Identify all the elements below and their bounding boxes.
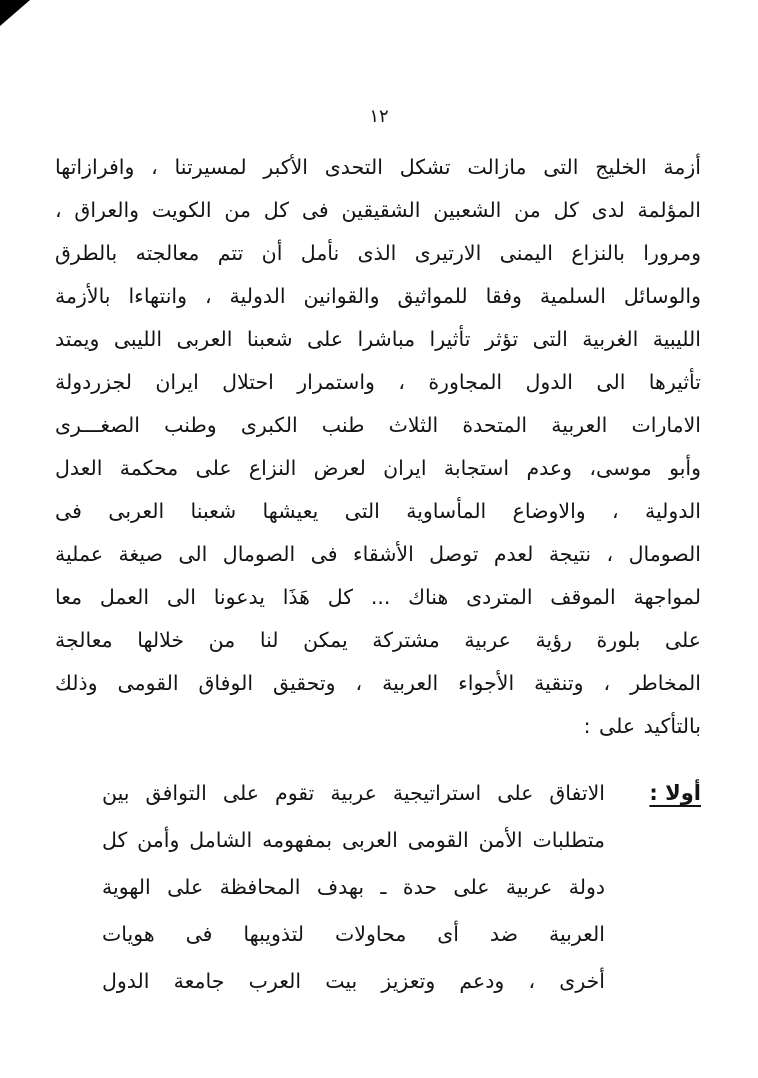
- scan-corner-artifact: [0, 0, 30, 26]
- list-item-marker: أولا :: [649, 781, 701, 805]
- paragraph-line: الامارات العربية المتحدة الثلاث طنب الكبرى وطنب الصغـــرى: [55, 413, 701, 437]
- page-number: ١٢: [369, 106, 389, 127]
- paragraph-line: وأبو موسى، وعدم استجابة ايران لعرض النزاع على محكمة العدل: [55, 456, 701, 480]
- paragraph-line: لمواجهة الموقف المتردى هناك ... كل هَذَا يدعونا الى العمل معا: [55, 585, 701, 609]
- paragraph-line: والوسائل السلمية وفقا للمواثيق والقوانين الدولية ، وانتهاءا بالأزمة: [55, 284, 701, 308]
- list-item-line: الاتفاق على استراتيجية عربية تقوم على التوافق بين: [102, 781, 605, 805]
- paragraph-line: تأثيرها الى الدول المجاورة ، واستمرار احتلال ايران لجزردولة: [55, 370, 701, 394]
- paragraph-line: المؤلمة لدى كل من الشعبين الشقيقين فى كل من الكويت والعراق ،: [55, 198, 701, 222]
- paragraph-line: على بلورة رؤية عربية مشتركة يمكن لنا من خلالها معالجة: [55, 628, 701, 652]
- paragraph-line: الدولية ، والاوضاع المأساوية التى يعيشها شعبنا العربى فى: [55, 499, 701, 523]
- paragraph-line: ومرورا بالنزاع اليمنى الارتيرى الذى نأمل أن تتم معالجته بالطرق: [55, 241, 701, 265]
- list-item-body: [102, 770, 605, 1005]
- list-item-line: العربية ضد أى محاولات لتذويبها فى هويات: [102, 922, 605, 946]
- list-item-line: دولة عربية على حدة ـ بهدف المحافظة على الهوية: [102, 875, 605, 899]
- paragraph-line: المخاطر ، وتنقية الأجواء العربية ، وتحقيق الوفاق القومى وذلك: [55, 671, 701, 695]
- main-paragraph: [55, 146, 701, 748]
- paragraph-line: أزمة الخليج التى مازالت تشكل التحدى الأكبر لمسيرتنا ، وافرازاتها: [55, 155, 701, 179]
- paragraph-line: الصومال ، نتيجة لعدم توصل الأشقاء فى الصومال الى صيغة عملية: [55, 542, 701, 566]
- list-item-line: أخرى ، ودعم وتعزيز بيت العرب جامعة الدول: [102, 969, 605, 993]
- list-item-first: [56, 770, 701, 1005]
- paragraph-line: الليبية الغربية التى تؤثر تأثيرا مباشرا على شعبنا العربى الليبى ويمتد: [55, 327, 701, 351]
- paragraph-line: بالتأكيد على :: [583, 714, 701, 738]
- list-item-line: متطلبات الأمن القومى العربى بمفهومه الشامل وأمن كل: [102, 828, 605, 852]
